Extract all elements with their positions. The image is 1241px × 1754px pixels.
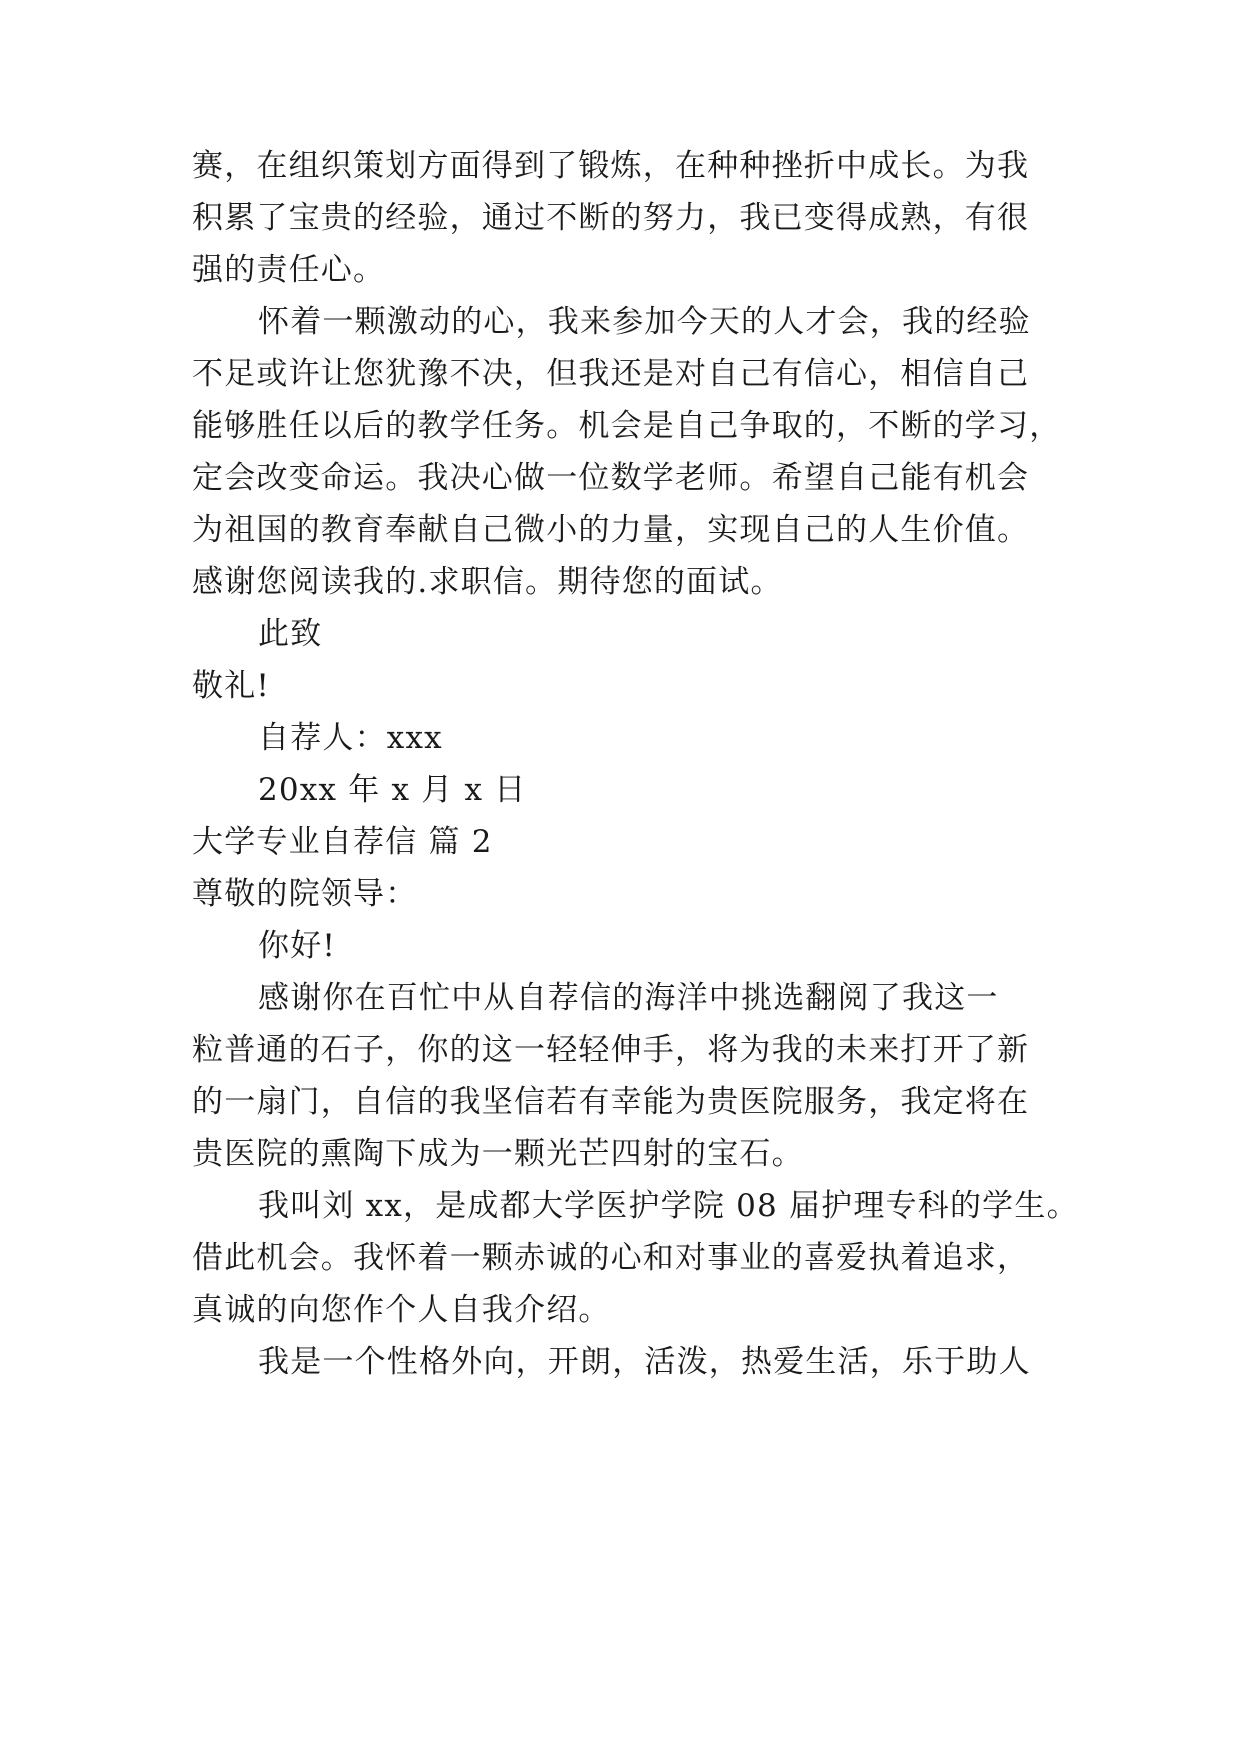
text-line: 感谢你在百忙中从自荐信的海洋中挑选翻阅了我这一 bbox=[258, 980, 999, 1016]
text-line: 贵医院的熏陶下成为一颗光芒四射的宝石。 bbox=[192, 1136, 804, 1172]
greeting-line: 你好! bbox=[258, 928, 337, 964]
text-line: 能够胜任以后的教学任务。机会是自己争取的，不断的学习， bbox=[192, 408, 1062, 444]
text-line: 我叫刘 xx，是成都大学医护学院 08 届护理专科的学生。 bbox=[258, 1188, 1079, 1224]
text-line: 不足或许让您犹豫不决，但我还是对自己有信心，相信自己 bbox=[192, 356, 1030, 392]
text-line: 的一扇门，自信的我坚信若有幸能为贵医院服务，我定将在 bbox=[192, 1084, 1030, 1120]
text-line: 借此机会。我怀着一颗赤诚的心和对事业的喜爱执着追求， bbox=[192, 1240, 1030, 1276]
text-line: 怀着一颗激动的心，我来参加今天的人才会，我的经验 bbox=[258, 304, 1031, 340]
text-line: 为祖国的教育奉献自己微小的力量，实现自己的人生价值。 bbox=[192, 512, 1030, 548]
salutation-line: 敬礼! bbox=[192, 668, 271, 704]
section-title: 大学专业自荐信 篇 2 bbox=[192, 824, 493, 860]
text-line: 积累了宝贵的经验，通过不断的努力，我已变得成熟，有很 bbox=[192, 200, 1030, 236]
text-line: 强的责任心。 bbox=[192, 252, 386, 288]
greeting-line: 尊敬的院领导： bbox=[192, 876, 418, 912]
text-line: 感谢您阅读我的.求职信。期待您的面试。 bbox=[192, 564, 783, 600]
text-line: 定会改变命运。我决心做一位数学老师。希望自己能有机会 bbox=[192, 460, 1030, 496]
text-line: 真诚的向您作个人自我介绍。 bbox=[192, 1292, 611, 1328]
text-line: 粒普通的石子，你的这一轻轻伸手，将为我的未来打开了新 bbox=[192, 1032, 1030, 1068]
closing-line: 此致 bbox=[258, 616, 323, 652]
signature-line: 自荐人：xxx bbox=[258, 720, 443, 756]
date-line: 20xx 年 x 月 x 日 bbox=[258, 772, 527, 808]
text-line: 我是一个性格外向，开朗，活泼，热爱生活，乐于助人 bbox=[258, 1344, 1031, 1380]
text-line: 赛，在组织策划方面得到了锻炼，在种种挫折中成长。为我 bbox=[192, 148, 1030, 184]
